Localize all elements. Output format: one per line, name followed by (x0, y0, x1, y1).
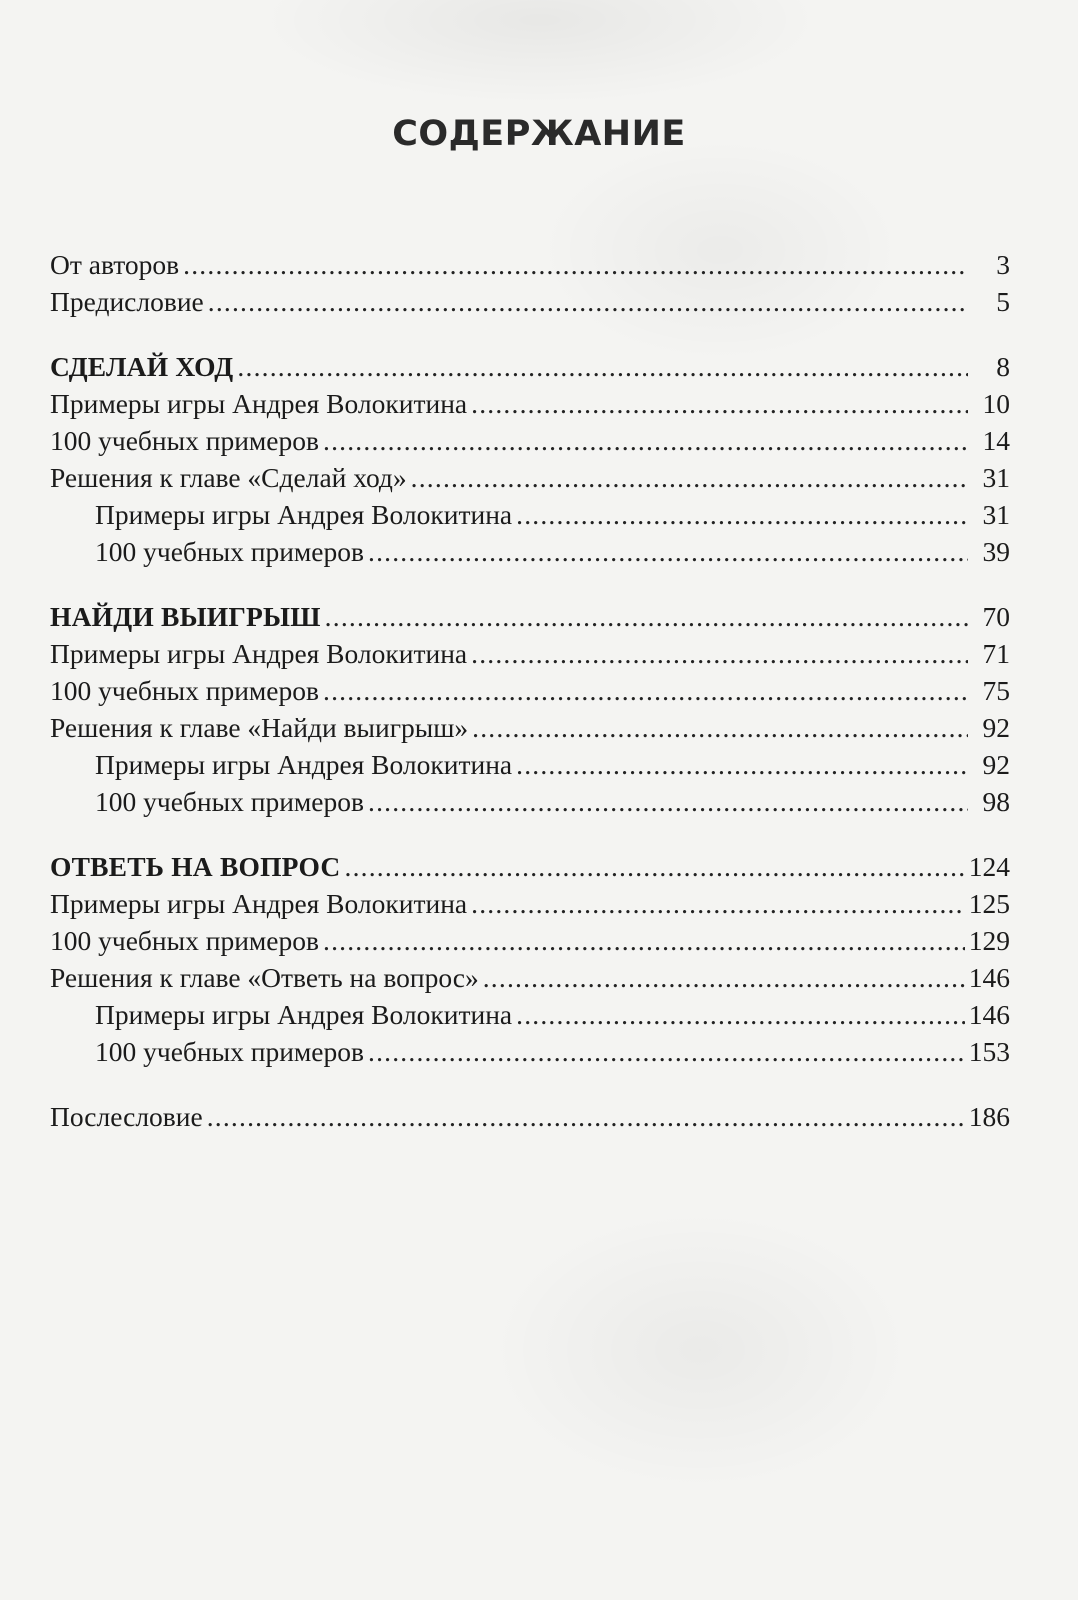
toc-entry-page: 31 (982, 499, 1010, 530)
toc-entry-page: 98 (982, 786, 1010, 817)
toc-entry (50, 422, 1010, 459)
toc-entry (50, 709, 1010, 746)
toc-entry-page: 146 (968, 962, 1010, 993)
dot-leader (368, 783, 968, 820)
toc-entry-label: 100 учебных примеров (50, 925, 319, 956)
section-gap (50, 820, 1010, 848)
dot-leader (323, 422, 968, 459)
toc-entry-afterword (50, 1098, 1010, 1135)
toc-entry-foreword (50, 283, 1010, 320)
toc-entry-page: 92 (982, 712, 1010, 743)
toc-entry-label: Примеры игры Андрея Волокитина (50, 638, 468, 669)
toc-subentry (50, 496, 1010, 533)
toc-entry-page: 92 (982, 749, 1010, 780)
toc-entry-label: Предисловие (50, 286, 204, 317)
dot-leader (471, 635, 968, 672)
toc-entry (50, 672, 1010, 709)
table-of-contents (50, 246, 1010, 1135)
toc-subentry (50, 533, 1010, 570)
dot-leader (323, 672, 968, 709)
toc-entry-label: 100 учебных примеров (50, 425, 319, 456)
toc-entry-label: Примеры игры Андрея Волокитина (50, 388, 468, 419)
toc-entry-label: ОТВЕТЬ НА ВОПРОС (50, 851, 341, 882)
toc-entry-label: Примеры игры Андрея Волокитина (95, 749, 513, 780)
toc-entry (50, 922, 1010, 959)
dot-leader (325, 598, 968, 635)
dot-leader (237, 348, 968, 385)
toc-entry (50, 385, 1010, 422)
dot-leader (516, 746, 968, 783)
toc-entry-label: Примеры игры Андрея Волокитина (50, 888, 468, 919)
toc-entry (50, 885, 1010, 922)
dot-leader (368, 533, 968, 570)
toc-entry-page: 125 (968, 888, 1010, 919)
toc-entry-page: 39 (982, 536, 1010, 567)
toc-subentry (50, 1033, 1010, 1070)
dot-leader (411, 459, 968, 496)
dot-leader (207, 1098, 965, 1135)
toc-entry-page: 146 (968, 999, 1010, 1030)
dot-leader (516, 996, 965, 1033)
toc-entry-page: 70 (982, 601, 1010, 632)
page-title: СОДЕРЖАНИЕ (392, 114, 686, 154)
toc-entry-page: 129 (968, 925, 1010, 956)
dot-leader (472, 709, 968, 746)
toc-entry-label: 100 учебных примеров (95, 786, 364, 817)
dot-leader (368, 1033, 965, 1070)
dot-leader (483, 959, 965, 996)
toc-entry-page: 14 (982, 425, 1010, 456)
toc-entry-label: 100 учебных примеров (95, 536, 364, 567)
toc-entry-page: 5 (996, 286, 1010, 317)
toc-entry (50, 635, 1010, 672)
toc-entry (50, 459, 1010, 496)
toc-entry-page: 8 (996, 351, 1010, 382)
section-gap (50, 570, 1010, 598)
toc-entry-page: 10 (982, 388, 1010, 419)
section-gap (50, 1070, 1010, 1098)
toc-subentry (50, 746, 1010, 783)
toc-entry-page: 124 (968, 851, 1010, 882)
toc-entry-label: От авторов (50, 249, 180, 280)
toc-entry-from-authors (50, 246, 1010, 283)
toc-entry-page: 186 (968, 1101, 1010, 1132)
toc-entry (50, 959, 1010, 996)
toc-entry-label: СДЕЛАЙ ХОД (50, 351, 234, 382)
toc-chapter-make-move (50, 348, 1010, 385)
toc-entry-page: 31 (982, 462, 1010, 493)
dot-leader (471, 885, 965, 922)
toc-entry-label: Послесловие (50, 1101, 203, 1132)
toc-entry-page: 3 (996, 249, 1010, 280)
toc-subentry (50, 783, 1010, 820)
dot-leader (345, 848, 965, 885)
toc-chapter-find-win (50, 598, 1010, 635)
toc-entry-page: 153 (968, 1036, 1010, 1067)
toc-entry-label: Примеры игры Андрея Волокитина (95, 499, 513, 530)
dot-leader (183, 246, 968, 283)
toc-entry-page: 71 (982, 638, 1010, 669)
toc-entry-label: Решения к главе «Сделай ход» (50, 462, 407, 493)
toc-entry-label: Решения к главе «Ответь на вопрос» (50, 962, 479, 993)
dot-leader (516, 496, 968, 533)
dot-leader (208, 283, 968, 320)
toc-entry-label: 100 учебных примеров (95, 1036, 364, 1067)
toc-entry-label: Решения к главе «Найди выигрыш» (50, 712, 469, 743)
toc-entry-page: 75 (982, 675, 1010, 706)
section-gap (50, 320, 1010, 348)
toc-entry-label: 100 учебных примеров (50, 675, 319, 706)
toc-entry-label: НАЙДИ ВЫИГРЫШ (50, 601, 321, 632)
toc-subentry (50, 996, 1010, 1033)
dot-leader (471, 385, 968, 422)
toc-chapter-answer-question (50, 848, 1010, 885)
dot-leader (323, 922, 965, 959)
toc-entry-label: Примеры игры Андрея Волокитина (95, 999, 513, 1030)
